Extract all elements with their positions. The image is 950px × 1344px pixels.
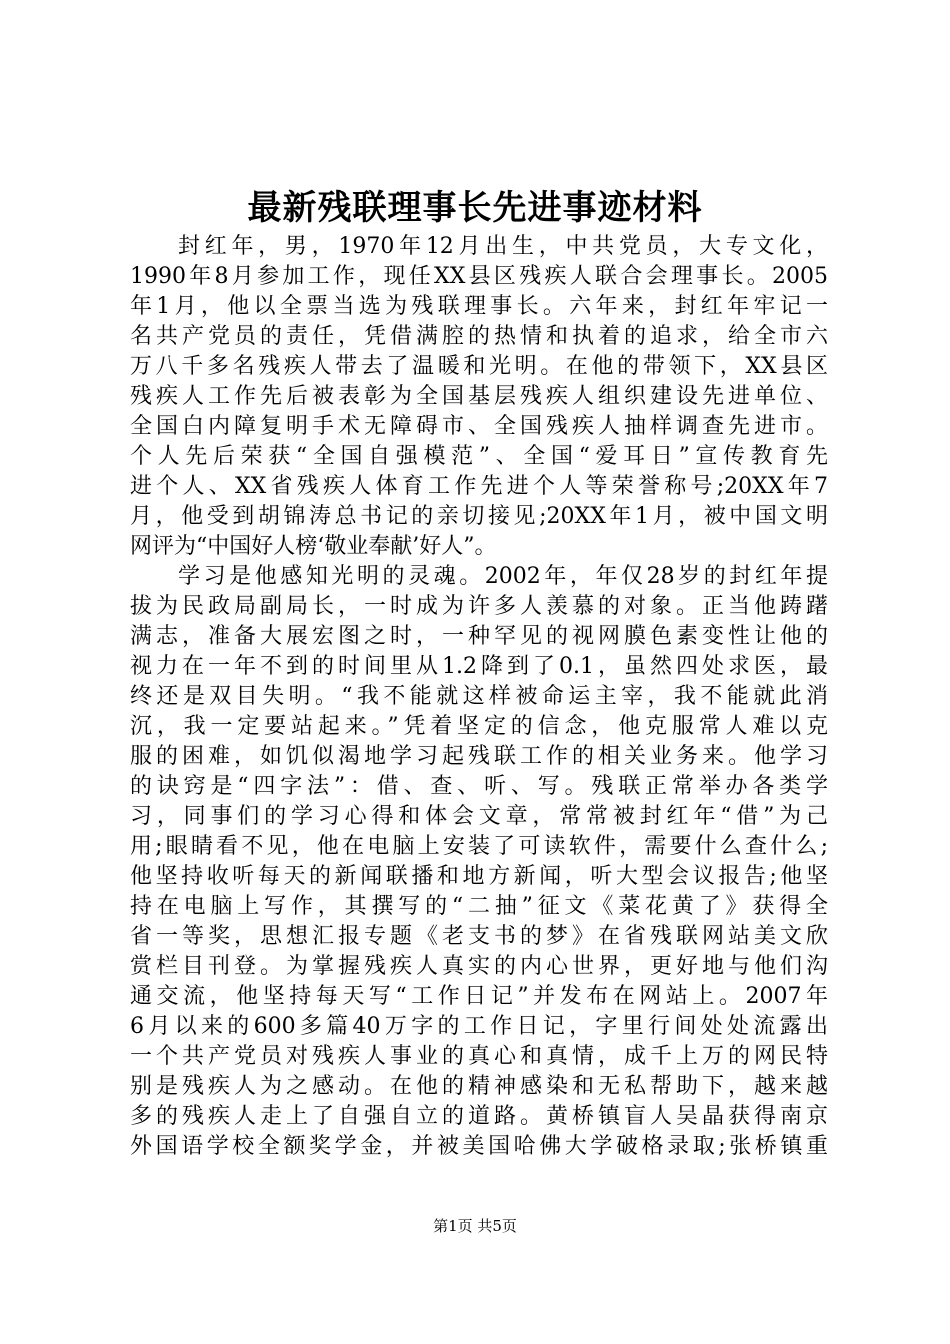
- text-line: 一个共产党员对残疾人事业的真心和真情，成千上万的网民特: [130, 1044, 828, 1069]
- text-line: 多的残疾人走上了自强自立的道路。黄桥镇盲人吴晶获得南京: [130, 1104, 828, 1129]
- text-line: 沉，我一定要站起来。”凭着坚定的信念，他克服常人难以克: [130, 714, 828, 739]
- text-line: 个人先后荣获“全国自强模范”、全国“爱耳日”宣传教育先: [130, 444, 828, 469]
- document-title: 最新残联理事长先进事迹材料: [247, 188, 703, 228]
- text-line: 拔为民政局副局长，一时成为许多人羡慕的对象。正当他踌躇: [130, 594, 828, 619]
- text-line: 网评为“中国好人榜‘敬业奉献’好人”。: [130, 534, 497, 559]
- text-line: 万八千多名残疾人带去了温暖和光明。在他的带领下，XX县区: [130, 354, 828, 379]
- text-line: 别是残疾人为之感动。在他的精神感染和无私帮助下，越来越: [130, 1074, 828, 1099]
- text-line: 外国语学校全额奖学金，并被美国哈佛大学破格录取;张桥镇重: [130, 1134, 828, 1159]
- text-line: 满志，准备大展宏图之时，一种罕见的视网膜色素变性让他的: [130, 624, 828, 649]
- text-line: 年1月，他以全票当选为残联理事长。六年来，封红年牢记一: [130, 294, 828, 319]
- text-line: 视力在一年不到的时间里从1.2降到了0.1，虽然四处求医，最: [130, 654, 828, 679]
- text-line: 服的困难，如饥似渴地学习起残联工作的相关业务来。他学习: [130, 744, 828, 769]
- text-line: 进个人、XX省残疾人体育工作先进个人等荣誉称号;20XX年7: [130, 474, 828, 499]
- text-line: 学习是他感知光明的灵魂。2002年，年仅28岁的封红年提: [178, 564, 828, 589]
- text-line: 通交流，他坚持每天写“工作日记”并发布在网站上。2007年: [130, 984, 828, 1009]
- text-line: 全国白内障复明手术无障碍市、全国残疾人抽样调查先进市。: [130, 414, 828, 439]
- page-footer: 第1页 共5页: [433, 1217, 517, 1235]
- text-line: 1990年8月参加工作，现任XX县区残疾人联合会理事长。2005: [130, 264, 828, 289]
- text-line: 残疾人工作先后被表彰为全国基层残疾人组织建设先进单位、: [130, 384, 828, 409]
- text-line: 他坚持收听每天的新闻联播和地方新闻，听大型会议报告;他坚: [130, 864, 828, 889]
- text-line: 省一等奖，思想汇报专题《老支书的梦》在省残联网站美文欣: [130, 924, 828, 949]
- text-line: 封红年，男，1970年12月出生，中共党员，大专文化，: [178, 234, 828, 259]
- text-line: 的诀窍是“四字法”：借、查、听、写。残联正常举办各类学: [130, 774, 828, 799]
- text-line: 持在电脑上写作，其撰写的“二抽”征文《菜花黄了》获得全: [130, 894, 828, 919]
- text-line: 月，他受到胡锦涛总书记的亲切接见;20XX年1月，被中国文明: [130, 504, 828, 529]
- text-line: 终还是双目失明。“我不能就这样被命运主宰，我不能就此消: [130, 684, 828, 709]
- text-line: 赏栏目刊登。为掌握残疾人真实的内心世界，更好地与他们沟: [130, 954, 828, 979]
- text-line: 6月以来的600多篇40万字的工作日记，字里行间处处流露出: [130, 1014, 828, 1039]
- text-line: 用;眼睛看不见，他在电脑上安装了可读软件，需要什么查什么;: [130, 834, 828, 859]
- text-line: 习，同事们的学习心得和体会文章，常常被封红年“借”为己: [130, 804, 828, 829]
- document-body: [130, 232, 828, 1162]
- text-line: 名共产党员的责任，凭借满腔的热情和执着的追求，给全市六: [130, 324, 828, 349]
